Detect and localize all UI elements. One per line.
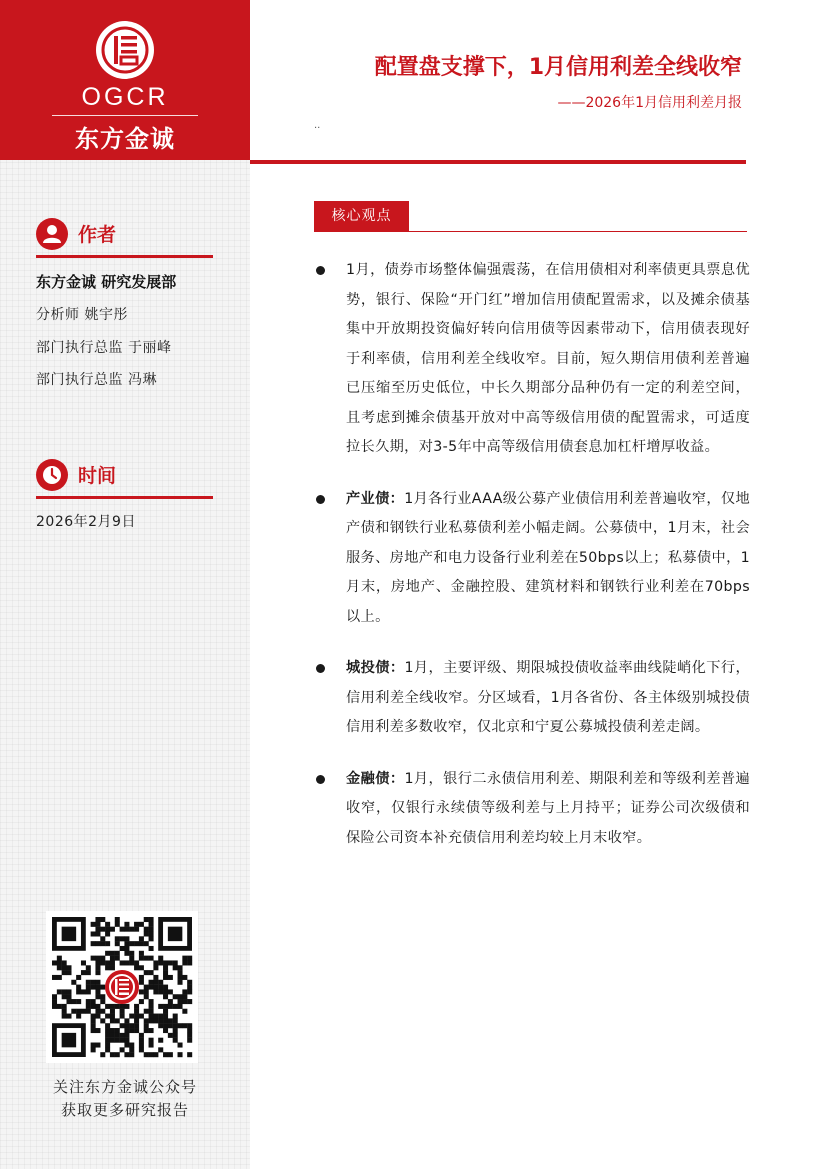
bullet-body: 1月，债券市场整体偏强震荡，在信用债相对利率债更具票息优势，银行、保险“开门红”增加信用债配置需求，以及摊余债基集中开放期投资偏好转向信用债等因素带动下，信用债表现好于利率债，信用利差全线收窄。目前，短久期信用债利差普遍已压缩至历史低位，中长久期部分品种仍有一定的利差空间，且考虑到摊余债基开放对中高等级信用债的配置需求，可适度拉长久期，对3-5年中高等级信用债套息加杠杆增厚收益。: [346, 262, 750, 455]
bullet-label: 城投债：: [346, 660, 405, 676]
bullet-text: [346, 256, 750, 463]
header-rule: [250, 160, 746, 164]
time-section-header: [36, 459, 213, 493]
bullet-text: [346, 485, 750, 633]
bullet-label: 产业债：: [346, 490, 405, 507]
bullet-body: 1月，主要评级、期限城投债收益率曲线陡峭化下行，信用利差全线收窄。分区域看，1月各省份、各主体级别城投债信用利差多数收窄，仅北京和宁夏公募城投债利差走阔。: [346, 660, 750, 735]
qr-code-icon: [46, 911, 198, 1063]
list-item: [314, 765, 750, 854]
author-section-rule: [36, 255, 213, 258]
report-title: 配置盘支撑下，1月信用利差全线收窄: [374, 55, 742, 80]
logo-latin-text: OGCR: [81, 83, 169, 111]
core-views-tag: 核心观点: [314, 201, 409, 231]
qr-caption-line: 获取更多研究报告: [60, 1101, 189, 1119]
author-section-header: [36, 218, 213, 252]
author-person: 分析师 姚宇彤: [36, 307, 128, 323]
report-date: 2026年2月9日: [36, 514, 136, 530]
bullet-text: [346, 654, 750, 743]
logo-divider: [52, 115, 198, 116]
sidebar: [0, 0, 250, 1169]
bullet-body: 1月，银行二永债信用利差、期限利差和等级利差普遍收窄，仅银行永续债等级利差与上月持平；证券公司次级债和保险公司资本补充债信用利差均较上月末收窄。: [346, 770, 750, 846]
brand-logo: [0, 0, 250, 160]
bullet-text: [346, 765, 750, 854]
list-item: [314, 485, 750, 633]
core-views-list: [314, 256, 750, 875]
list-item: [314, 256, 750, 463]
person-icon: [36, 218, 68, 250]
qr-caption-line: 关注东方金诚公众号: [52, 1078, 197, 1096]
report-subtitle: ——2026年1月信用利差月报: [557, 95, 742, 111]
logo-chinese-text: 东方金诚: [75, 125, 175, 153]
bullet-icon: [316, 266, 325, 275]
bullet-icon: [316, 664, 325, 673]
bullet-icon: [316, 775, 325, 784]
author-section-title: 作者: [78, 224, 117, 246]
header-dots: ..: [314, 120, 321, 131]
bullet-body: 1月各行业AAA级公募产业债信用利差普遍收窄，仅地产债和钢铁行业私募债利差小幅走阔。公募债中，1月末，社会服务、房地产和电力设备行业利差在50bps以上；私募债中，1月末，房地产、金融控股、建筑材料和钢铁行业利差在70bps以上。: [346, 490, 750, 625]
author-organization: 东方金诚 研究发展部: [36, 273, 177, 291]
time-section-rule: [36, 496, 213, 499]
time-section-title: 时间: [78, 465, 117, 487]
author-person: 部门执行总监 冯琳: [36, 372, 157, 388]
bullet-icon: [316, 495, 325, 504]
author-person: 部门执行总监 于丽峰: [36, 340, 172, 356]
clock-icon: [36, 459, 68, 491]
core-views-rule: [314, 231, 747, 232]
logo-emblem-icon: [96, 21, 154, 79]
bullet-label: 金融债：: [346, 770, 405, 787]
list-item: [314, 654, 750, 743]
